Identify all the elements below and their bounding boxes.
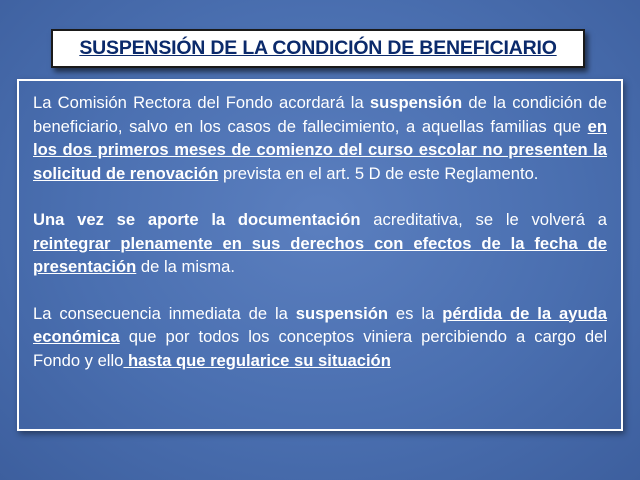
- paragraph-3-span: hasta que regularice su situación: [123, 350, 391, 370]
- paragraph-1-span: de la condición de beneficiario, salvo en los casos de fallecimiento, a aquellas familias que: [33, 93, 607, 136]
- slide-title-box: [51, 29, 585, 68]
- paragraph-2-span: reintegrar plenamente en sus derechos con efectos de la fecha de presentación: [33, 233, 607, 276]
- paragraph-3-span: es la: [388, 303, 443, 323]
- paragraph-2: [33, 208, 607, 279]
- paragraph-2-span: acreditativa, se le volverá a: [360, 210, 607, 229]
- paragraph-3-span: que por todos los conceptos viniera percibiendo a cargo del Fondo y ello: [33, 327, 607, 370]
- paragraph-1-span: en los dos primeros meses de comienzo del curso escolar no presenten la solicitud de renovación: [33, 116, 607, 183]
- paragraph-3-span: suspensión: [295, 303, 389, 323]
- paragraph-1-span: La Comisión Rectora del Fondo acordará la: [33, 93, 370, 112]
- paragraph-1-span: prevista en el art. 5 D de este Reglamento.: [218, 163, 539, 183]
- paragraph-1-span: suspensión: [369, 93, 463, 112]
- paragraph-3: [33, 302, 607, 373]
- slide-title: SUSPENSIÓN DE LA CONDICIÓN DE BENEFICIARIO: [79, 37, 557, 59]
- paragraph-2-span: Una vez se aporte la documentación: [33, 210, 361, 229]
- paragraph-3-span: pérdida de la ayuda económica: [33, 303, 608, 346]
- slide-body-box: [17, 79, 623, 431]
- paragraph-1: [33, 91, 607, 185]
- paragraph-2-span: de la misma.: [136, 257, 235, 276]
- paragraph-3-span: La consecuencia inmediata de la: [33, 303, 296, 323]
